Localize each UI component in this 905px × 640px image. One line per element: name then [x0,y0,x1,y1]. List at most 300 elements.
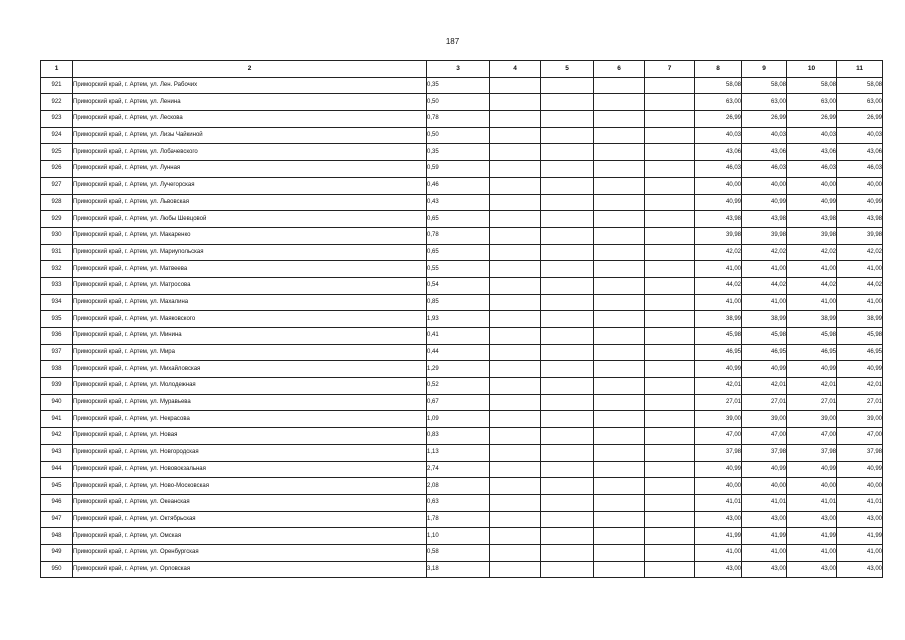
col3-value: 0,85 [427,294,490,311]
col5-cell [541,494,594,511]
col4-cell [490,211,541,228]
col5-cell [541,328,594,345]
row-number: 927 [41,177,73,194]
col9-value: 39,00 [742,411,787,428]
col11-value: 41,99 [837,528,883,545]
column-header: 7 [645,61,695,78]
col4-cell [490,411,541,428]
col3-value: 0,54 [427,277,490,294]
col10-value: 39,98 [787,227,837,244]
row-number: 946 [41,494,73,511]
col5-cell [541,244,594,261]
street-name: Приморский край, г. Артем, ул. Новая [73,428,427,445]
col5-cell [541,478,594,495]
street-name: Приморский край, г. Артем, ул. Лен. Рабочих [73,77,427,94]
col6-cell [594,261,645,278]
col10-value: 26,99 [787,111,837,128]
col9-value: 41,00 [742,294,787,311]
col5-cell [541,194,594,211]
col3-value: 0,44 [427,344,490,361]
col9-value: 43,06 [742,144,787,161]
row-number: 924 [41,127,73,144]
col4-cell [490,378,541,395]
column-header: 6 [594,61,645,78]
street-name: Приморский край, г. Артем, ул. Минина [73,328,427,345]
street-name: Приморский край, г. Артем, ул. Муравьева [73,394,427,411]
col6-cell [594,411,645,428]
street-name: Приморский край, г. Артем, ул. Лобачевского [73,144,427,161]
col5-cell [541,361,594,378]
col11-value: 58,08 [837,77,883,94]
table-row [41,428,883,445]
table-row [41,411,883,428]
col5-cell [541,77,594,94]
row-number: 921 [41,77,73,94]
col5-cell [541,394,594,411]
col4-cell [490,244,541,261]
table-row [41,544,883,561]
col3-value: 0,83 [427,428,490,445]
row-number: 925 [41,144,73,161]
col8-value: 58,08 [695,77,742,94]
row-number: 926 [41,161,73,178]
street-name: Приморский край, г. Артем, ул. Молодежная [73,378,427,395]
col4-cell [490,461,541,478]
col3-value: 1,29 [427,361,490,378]
col6-cell [594,211,645,228]
col4-cell [490,361,541,378]
row-number: 932 [41,261,73,278]
col4-cell [490,528,541,545]
row-number: 948 [41,528,73,545]
col6-cell [594,328,645,345]
col11-value: 40,00 [837,478,883,495]
table-row [41,77,883,94]
street-name: Приморский край, г. Артем, ул. Орловская [73,561,427,578]
col9-value: 41,99 [742,528,787,545]
street-name: Приморский край, г. Артем, ул. Мариупольская [73,244,427,261]
col9-value: 40,00 [742,478,787,495]
col3-value: 2,08 [427,478,490,495]
row-number: 923 [41,111,73,128]
col9-value: 46,03 [742,161,787,178]
col3-value: 0,50 [427,127,490,144]
col5-cell [541,444,594,461]
street-name: Приморский край, г. Артем, ул. Ленина [73,94,427,111]
col10-value: 40,99 [787,461,837,478]
col11-value: 41,00 [837,294,883,311]
street-name: Приморский край, г. Артем, ул. Омская [73,528,427,545]
col9-value: 63,00 [742,94,787,111]
col11-value: 42,02 [837,244,883,261]
table-row [41,461,883,478]
col10-value: 46,95 [787,344,837,361]
col10-value: 43,00 [787,511,837,528]
col8-value: 38,99 [695,311,742,328]
col10-value: 44,02 [787,277,837,294]
col4-cell [490,161,541,178]
column-header: 3 [427,61,490,78]
column-header: 9 [742,61,787,78]
col3-value: 2,74 [427,461,490,478]
col7-cell [645,444,695,461]
col6-cell [594,194,645,211]
col9-value: 39,98 [742,227,787,244]
col3-value: 1,09 [427,411,490,428]
col6-cell [594,444,645,461]
col3-value: 0,63 [427,494,490,511]
col6-cell [594,277,645,294]
col5-cell [541,294,594,311]
table-body [41,77,883,578]
col7-cell [645,211,695,228]
col8-value: 40,99 [695,461,742,478]
col5-cell [541,277,594,294]
col6-cell [594,111,645,128]
col3-value: 1,93 [427,311,490,328]
col7-cell [645,177,695,194]
col10-value: 40,99 [787,194,837,211]
street-name: Приморский край, г. Артем, ул. Матросова [73,277,427,294]
row-number: 934 [41,294,73,311]
col11-value: 27,01 [837,394,883,411]
street-name: Приморский край, г. Артем, ул. Новгородская [73,444,427,461]
col8-value: 47,00 [695,428,742,445]
col8-value: 42,02 [695,244,742,261]
col3-value: 0,52 [427,378,490,395]
col8-value: 43,06 [695,144,742,161]
col6-cell [594,161,645,178]
col5-cell [541,211,594,228]
col8-value: 40,00 [695,478,742,495]
col10-value: 27,01 [787,394,837,411]
col11-value: 46,03 [837,161,883,178]
col7-cell [645,428,695,445]
col6-cell [594,461,645,478]
col3-value: 1,78 [427,511,490,528]
col8-value: 41,99 [695,528,742,545]
table-row [41,211,883,228]
col10-value: 40,99 [787,361,837,378]
col4-cell [490,77,541,94]
col4-cell [490,227,541,244]
col4-cell [490,194,541,211]
col7-cell [645,277,695,294]
col10-value: 43,06 [787,144,837,161]
col4-cell [490,428,541,445]
row-number: 940 [41,394,73,411]
col6-cell [594,544,645,561]
col9-value: 40,00 [742,177,787,194]
col7-cell [645,194,695,211]
col7-cell [645,361,695,378]
col5-cell [541,411,594,428]
table-row [41,144,883,161]
col8-value: 42,01 [695,378,742,395]
col4-cell [490,328,541,345]
column-header: 1 [41,61,73,78]
col5-cell [541,227,594,244]
col9-value: 44,02 [742,277,787,294]
row-number: 942 [41,428,73,445]
row-number: 937 [41,344,73,361]
col7-cell [645,328,695,345]
street-name: Приморский край, г. Артем, ул. Махалина [73,294,427,311]
col11-value: 45,98 [837,328,883,345]
row-number: 930 [41,227,73,244]
col11-value: 43,00 [837,511,883,528]
col8-value: 41,01 [695,494,742,511]
col7-cell [645,161,695,178]
col9-value: 40,99 [742,461,787,478]
col5-cell [541,94,594,111]
col6-cell [594,227,645,244]
table-row [41,311,883,328]
col8-value: 41,00 [695,294,742,311]
col8-value: 27,01 [695,394,742,411]
col6-cell [594,127,645,144]
col6-cell [594,94,645,111]
row-number: 938 [41,361,73,378]
col10-value: 41,01 [787,494,837,511]
col11-value: 42,01 [837,378,883,395]
row-number: 929 [41,211,73,228]
col3-value: 1,10 [427,528,490,545]
col5-cell [541,311,594,328]
col8-value: 63,00 [695,94,742,111]
col7-cell [645,227,695,244]
col3-value: 0,58 [427,544,490,561]
col8-value: 40,99 [695,194,742,211]
col9-value: 42,02 [742,244,787,261]
street-name: Приморский край, г. Артем, ул. Макаренко [73,227,427,244]
col5-cell [541,144,594,161]
col10-value: 43,98 [787,211,837,228]
table-row [41,561,883,578]
col11-value: 39,98 [837,227,883,244]
col4-cell [490,261,541,278]
col6-cell [594,378,645,395]
col11-value: 43,00 [837,561,883,578]
street-name: Приморский край, г. Артем, ул. Лучегорская [73,177,427,194]
col6-cell [594,394,645,411]
header-row [41,61,883,78]
row-number: 933 [41,277,73,294]
column-header: 2 [73,61,427,78]
col9-value: 26,99 [742,111,787,128]
col9-value: 41,00 [742,544,787,561]
col6-cell [594,494,645,511]
col5-cell [541,461,594,478]
col6-cell [594,144,645,161]
col3-value: 0,43 [427,194,490,211]
col8-value: 40,99 [695,361,742,378]
col5-cell [541,378,594,395]
col3-value: 0,65 [427,244,490,261]
col8-value: 43,00 [695,511,742,528]
row-number: 950 [41,561,73,578]
row-number: 939 [41,378,73,395]
table-row [41,227,883,244]
col8-value: 39,00 [695,411,742,428]
col5-cell [541,177,594,194]
col8-value: 40,00 [695,177,742,194]
col4-cell [490,394,541,411]
col4-cell [490,144,541,161]
col5-cell [541,127,594,144]
col9-value: 58,08 [742,77,787,94]
col8-value: 41,00 [695,544,742,561]
col9-value: 41,00 [742,261,787,278]
street-name: Приморский край, г. Артем, ул. Маяковского [73,311,427,328]
table-row [41,394,883,411]
col10-value: 46,03 [787,161,837,178]
col11-value: 41,00 [837,544,883,561]
col4-cell [490,294,541,311]
column-header: 8 [695,61,742,78]
row-number: 931 [41,244,73,261]
col11-value: 26,99 [837,111,883,128]
col11-value: 40,99 [837,194,883,211]
col4-cell [490,277,541,294]
street-name: Приморский край, г. Артем, ул. Океанская [73,494,427,511]
table-row [41,478,883,495]
col7-cell [645,111,695,128]
col7-cell [645,127,695,144]
table-row [41,494,883,511]
column-header: 11 [837,61,883,78]
col3-value: 0,78 [427,111,490,128]
col11-value: 40,03 [837,127,883,144]
col6-cell [594,311,645,328]
col6-cell [594,361,645,378]
row-number: 944 [41,461,73,478]
col11-value: 43,98 [837,211,883,228]
col11-value: 38,99 [837,311,883,328]
table-row [41,111,883,128]
row-number: 922 [41,94,73,111]
col6-cell [594,478,645,495]
col11-value: 41,00 [837,261,883,278]
row-number: 943 [41,444,73,461]
col9-value: 27,01 [742,394,787,411]
col11-value: 37,98 [837,444,883,461]
column-header: 5 [541,61,594,78]
col7-cell [645,344,695,361]
col10-value: 39,00 [787,411,837,428]
col6-cell [594,561,645,578]
table-row [41,344,883,361]
col7-cell [645,494,695,511]
col5-cell [541,528,594,545]
data-table [40,60,883,578]
column-header: 10 [787,61,837,78]
street-name: Приморский край, г. Артем, ул. Нововокзальная [73,461,427,478]
col5-cell [541,511,594,528]
col5-cell [541,561,594,578]
row-number: 936 [41,328,73,345]
table-row [41,277,883,294]
street-name: Приморский край, г. Артем, ул. Октябрьская [73,511,427,528]
col11-value: 43,06 [837,144,883,161]
row-number: 928 [41,194,73,211]
col10-value: 37,98 [787,444,837,461]
col4-cell [490,127,541,144]
col9-value: 47,00 [742,428,787,445]
col4-cell [490,444,541,461]
col10-value: 38,99 [787,311,837,328]
col6-cell [594,294,645,311]
col8-value: 45,98 [695,328,742,345]
col5-cell [541,161,594,178]
street-name: Приморский край, г. Артем, ул. Оренбургская [73,544,427,561]
table-row [41,528,883,545]
col10-value: 63,00 [787,94,837,111]
col11-value: 40,99 [837,361,883,378]
table-row [41,177,883,194]
street-name: Приморский край, г. Артем, ул. Михайловская [73,361,427,378]
col9-value: 45,98 [742,328,787,345]
col10-value: 47,00 [787,428,837,445]
col7-cell [645,144,695,161]
col4-cell [490,561,541,578]
col7-cell [645,311,695,328]
col5-cell [541,428,594,445]
col3-value: 0,78 [427,227,490,244]
col9-value: 46,95 [742,344,787,361]
col7-cell [645,461,695,478]
col4-cell [490,511,541,528]
col4-cell [490,94,541,111]
col5-cell [541,544,594,561]
col8-value: 43,00 [695,561,742,578]
col7-cell [645,511,695,528]
col6-cell [594,77,645,94]
col3-value: 0,55 [427,261,490,278]
col7-cell [645,544,695,561]
col9-value: 40,99 [742,194,787,211]
col4-cell [490,544,541,561]
col3-value: 1,13 [427,444,490,461]
col9-value: 42,01 [742,378,787,395]
table-row [41,194,883,211]
table-row [41,244,883,261]
col10-value: 42,02 [787,244,837,261]
col10-value: 41,00 [787,261,837,278]
street-name: Приморский край, г. Артем, ул. Любы Шевцовой [73,211,427,228]
col11-value: 44,02 [837,277,883,294]
col5-cell [541,344,594,361]
col3-value: 3,18 [427,561,490,578]
col11-value: 47,00 [837,428,883,445]
table-row [41,378,883,395]
col3-value: 0,46 [427,177,490,194]
col10-value: 40,00 [787,177,837,194]
col9-value: 40,99 [742,361,787,378]
col11-value: 40,99 [837,461,883,478]
col10-value: 43,00 [787,561,837,578]
col5-cell [541,261,594,278]
col10-value: 40,00 [787,478,837,495]
col11-value: 63,00 [837,94,883,111]
col3-value: 0,41 [427,328,490,345]
col9-value: 43,00 [742,511,787,528]
col4-cell [490,494,541,511]
col7-cell [645,94,695,111]
col5-cell [541,111,594,128]
col7-cell [645,294,695,311]
street-name: Приморский край, г. Артем, ул. Матвеева [73,261,427,278]
